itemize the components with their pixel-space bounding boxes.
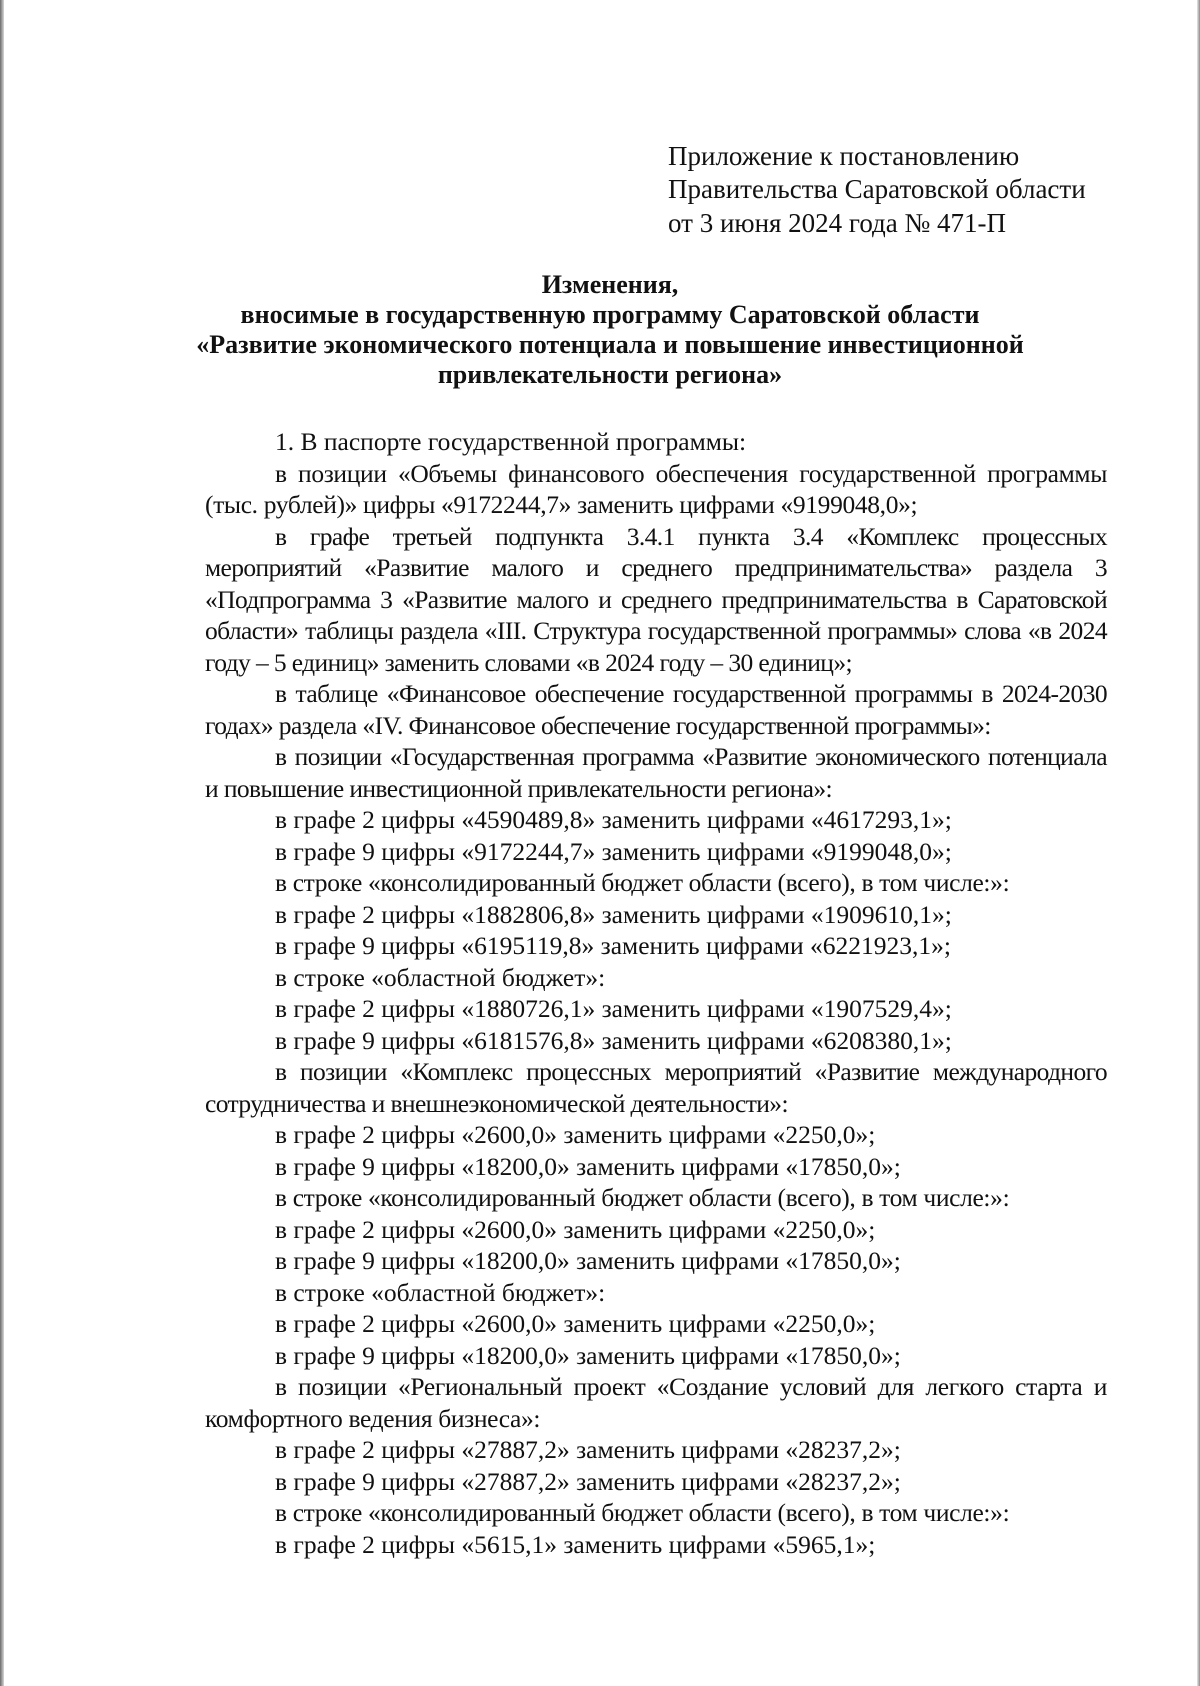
paragraph: в строке «областной бюджет»: — [275, 962, 606, 992]
paragraph: в графе 9 цифры «18200,0» заменить цифрами «17850,0»; — [275, 1246, 901, 1275]
paragraph: в строке «консолидированный бюджет области (всего), в том числе:»: — [275, 868, 1010, 897]
paragraph: в графе 2 цифры «2600,0» заменить цифрами «2250,0»; — [275, 1120, 876, 1149]
appendix-header-line: Правительства Саратовской области — [668, 173, 1086, 204]
paragraph: в графе 9 цифры «18200,0» заменить цифрами «17850,0»; — [275, 1340, 901, 1370]
scan-edge-left — [0, 0, 4, 1686]
paragraph: в графе 2 цифры «4590489,8» заменить цифрами «4617293,1»; — [275, 805, 952, 834]
paragraph: 1. В паспорте государственной программы: — [275, 427, 747, 456]
paragraph: в графе третьей подпункта 3.4.1 пункта 3.4 «Комплекс процессных мероприятий «Развитие малого и среднего предпринимательства» раздела 3 «Подпрограмма 3 «Развитие малого и среднего предпринимательства в Саратовской области» таблицы раздела «III. Структура государственной программы» слова «в 2024 году – 5 единиц» заменить словами «в 2024 году – 30 единиц»; — [205, 521, 1107, 677]
appendix-header-line: Приложение к постановлению — [668, 141, 1020, 171]
paragraph: в строке «консолидированный бюджет области (всего), в том числе:»: — [275, 1183, 1010, 1212]
paragraph: в графе 2 цифры «27887,2» заменить цифрами «28237,2»; — [275, 1435, 901, 1464]
paragraph: в графе 2 цифры «5615,1» заменить цифрами «5965,1»; — [275, 1529, 876, 1559]
paragraph: в позиции «Государственная программа «Развитие экономического потенциала и повышение инвестиционной привлекательности региона»: — [205, 742, 1107, 803]
paragraph: в таблице «Финансовое обеспечение государственной программы в 2024-2030 годах» раздела «IV. Финансовое обеспечение государственной программы»: — [205, 679, 1107, 740]
paragraph: в графе 2 цифры «1882806,8» заменить цифрами «1909610,1»; — [275, 899, 952, 929]
paragraph: в графе 9 цифры «6195119,8» заменить цифрами «6221923,1»; — [275, 931, 951, 960]
paragraph: в строке «консолидированный бюджет области (всего), в том числе:»: — [275, 1498, 1010, 1527]
appendix-date-number: от 3 июня 2024 года № 471-П — [668, 208, 1007, 238]
title-line: вносимые в государственную программу Саратовской области — [240, 300, 980, 329]
paragraph: в позиции «Объемы финансового обеспечения государственной программы (тыс. рублей)» цифры «9172244,7» заменить цифрами «9199048,0»; — [205, 458, 1107, 519]
document-body — [205, 426, 1107, 1560]
paragraph: в графе 2 цифры «1880726,1» заменить цифрами «1907529,4»; — [275, 994, 952, 1023]
paragraph: в графе 9 цифры «18200,0» заменить цифрами «17850,0»; — [275, 1151, 901, 1181]
paragraph: в строке «областной бюджет»: — [275, 1277, 606, 1307]
paragraph: в позиции «Региональный проект «Создание условий для легкого старта и комфортного ведения бизнеса»: — [205, 1372, 1107, 1433]
title-line: Изменения, — [541, 270, 679, 299]
title-line: «Развитие экономического потенциала и повышение инвестиционной — [196, 330, 1024, 359]
paragraph: в графе 2 цифры «2600,0» заменить цифрами «2250,0»; — [275, 1214, 876, 1244]
document-title — [160, 270, 1060, 390]
paragraph: в позиции «Комплекс процессных мероприятий «Развитие международного сотрудничества и внешнеэкономической деятельности»: — [205, 1057, 1107, 1118]
paragraph: в графе 9 цифры «27887,2» заменить цифрами «28237,2»; — [275, 1466, 901, 1496]
paragraph: в графе 9 цифры «6181576,8» заменить цифрами «6208380,1»; — [275, 1025, 952, 1055]
appendix-header — [668, 140, 1128, 240]
paragraph: в графе 2 цифры «2600,0» заменить цифрами «2250,0»; — [275, 1309, 876, 1338]
title-line: привлекательности региона» — [437, 360, 783, 389]
paragraph: в графе 9 цифры «9172244,7» заменить цифрами «9199048,0»; — [275, 836, 952, 866]
